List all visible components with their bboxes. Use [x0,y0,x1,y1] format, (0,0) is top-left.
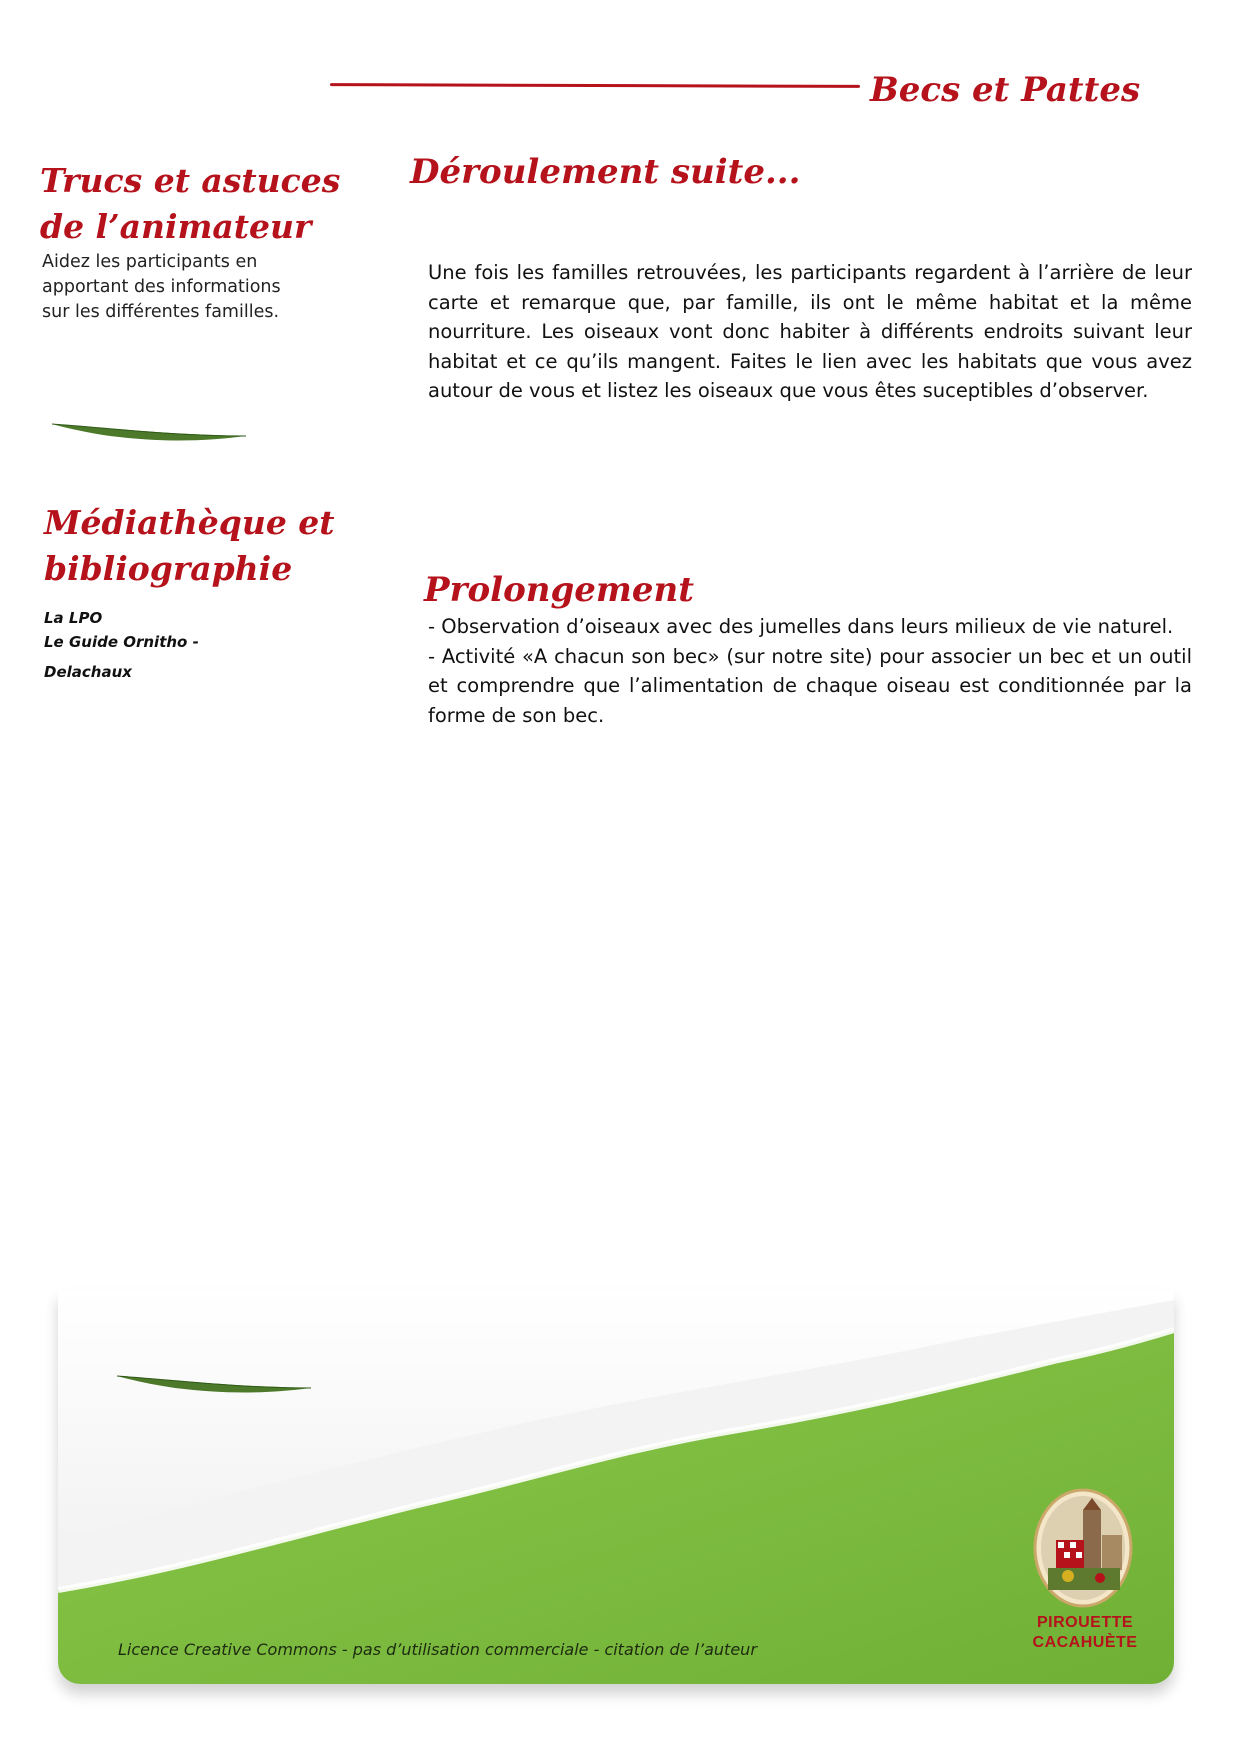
leaf-divider-icon [50,420,250,444]
bibliography-item: La LPO [44,609,103,627]
bibliography-item: Delachaux [44,663,132,681]
prolongement-body [428,612,1192,730]
media-heading-line1: Médiathèque et [44,503,335,542]
tips-heading-line2: de l’animateur [40,207,312,246]
prolongement-item: - Activité «A chacun son bec» (sur notre site) pour associer un bec et un outil et comprendre que l’alimentation de chaque oiseau est conditionnée par la forme de son bec. [428,644,1192,727]
tips-heading [40,158,360,250]
logo-text-line2: CACAHUÈTE [1032,1634,1138,1651]
pirouette-cacahuete-logo [1028,1480,1138,1610]
media-heading-line2: bibliographie [44,549,293,588]
header-rule [330,83,860,88]
bibliography-list [44,606,199,684]
deroulement-body: Une fois les familles retrouvées, les participants regardent à l’arrière de leur carte et remarque que, par famille, ils ont le même habitat et la même nourriture. Les oiseaux vont donc habiter à différents endroits suivant leur habitat et ce qu’ils mangent. Faites le lien avec les habitats que vous avez autour de vous et listez les oiseaux que vous êtes suceptibles d’observer. [428,261,1192,402]
prolongement-heading: Prolongement [424,570,694,610]
logo-text-line1: PIROUETTE [1036,1614,1134,1631]
tips-heading-line1: Trucs et astuces [40,161,341,200]
licence-text: Licence Creative Commons - pas d’utilisation commerciale - citation de l’auteur [118,1640,757,1659]
document-title: Becs et Pattes [870,70,1141,110]
tips-body: Aidez les participants en apportant des informations sur les différentes familles. [42,252,281,322]
leaf-divider-icon [115,1372,315,1396]
bibliography-item: Le Guide Ornitho - [44,633,199,651]
media-heading [44,500,344,592]
deroulement-heading: Déroulement suite... [410,152,801,192]
prolongement-item: - Observation d’oiseaux avec des jumelles dans leurs milieux de vie naturel. [428,615,1174,638]
